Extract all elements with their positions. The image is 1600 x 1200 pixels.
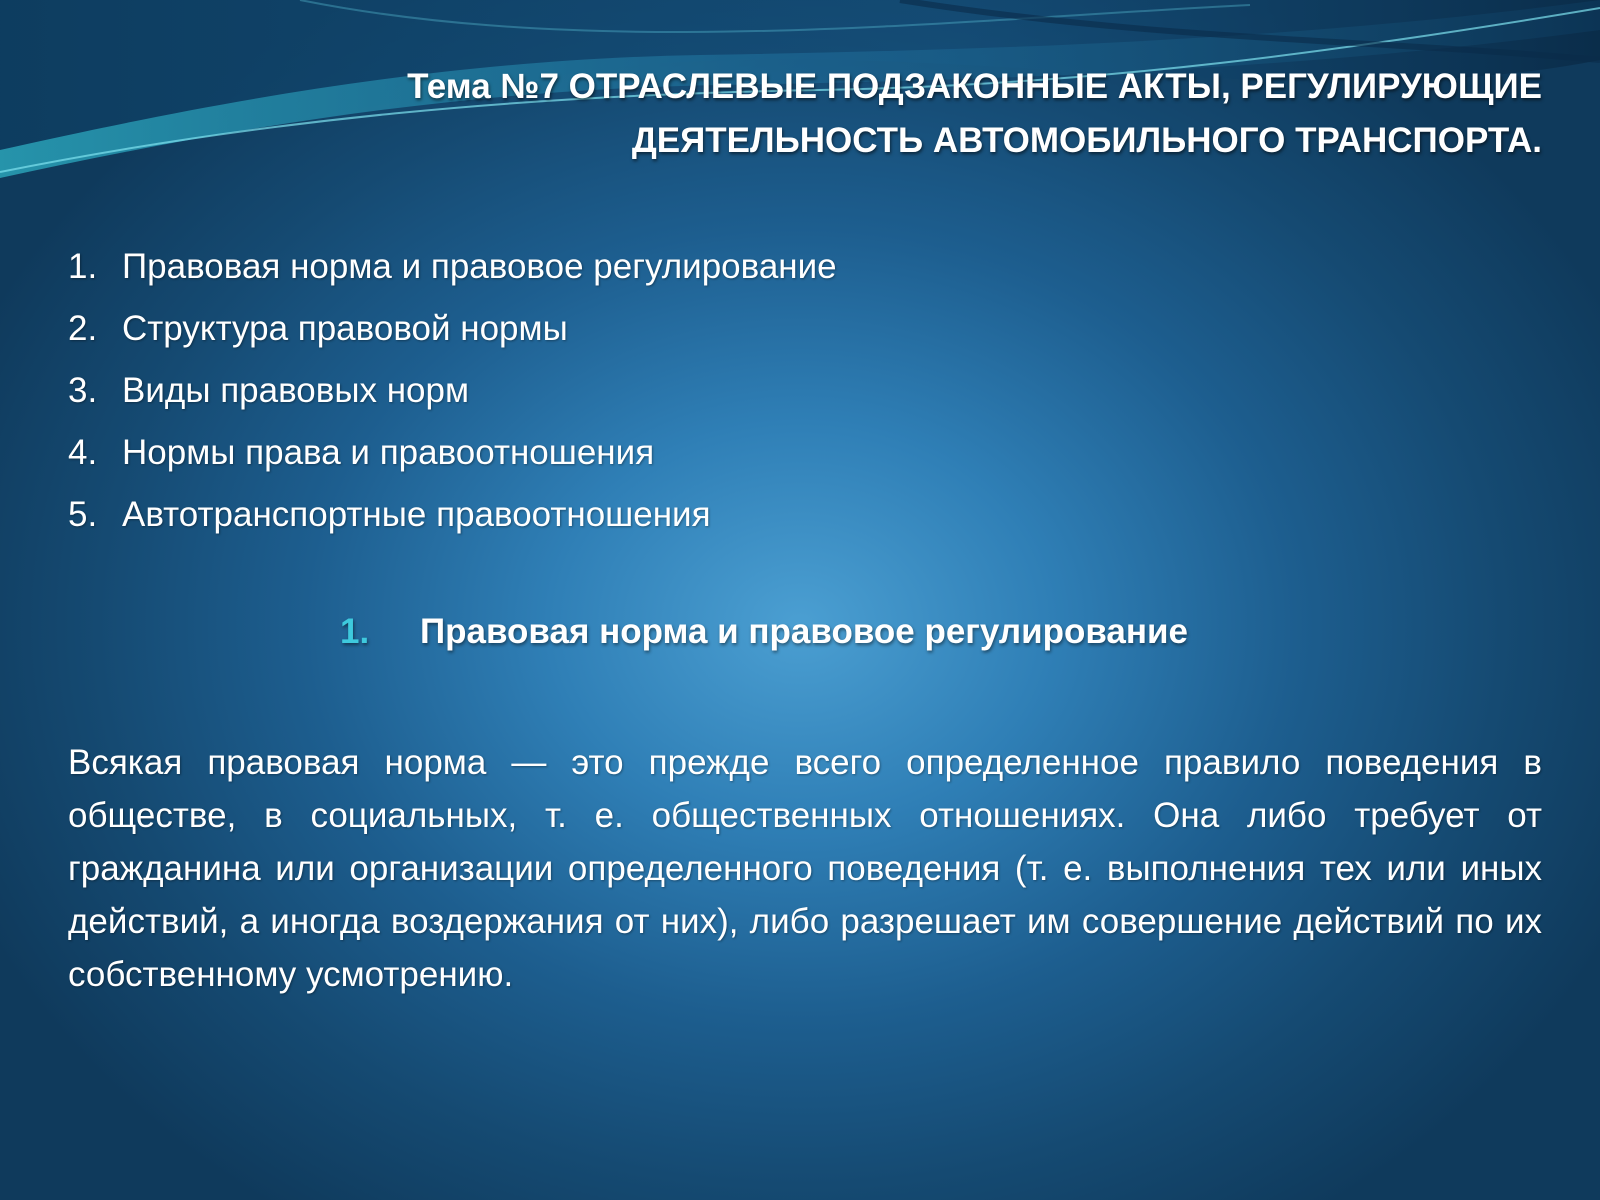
slide-title bbox=[192, 60, 1542, 168]
outline-item-number: 5. bbox=[68, 495, 98, 534]
outline-item bbox=[68, 422, 837, 484]
outline-item-number: 1. bbox=[68, 247, 98, 286]
outline-item bbox=[68, 484, 837, 546]
outline-item bbox=[68, 298, 837, 360]
section-number: 1. bbox=[340, 612, 370, 651]
outline-item-text: Правовая норма и правовое регулирование bbox=[122, 247, 837, 286]
outline-item-text: Структура правовой нормы bbox=[122, 309, 568, 348]
outline-item-text: Автотранспортные правоотношения bbox=[122, 495, 711, 534]
body-paragraph: Всякая правовая норма — это прежде всего определенное правило поведения в обществе, в социальных, т. е. общественных отношениях. Она либо требует от гражданина или организации определенного поведения (т. е. выполнения тех или иных действий, а иногда воздержания от них), либо разрешает им совершение действий по их собственному усмотрению. bbox=[68, 743, 1542, 994]
section-heading bbox=[340, 612, 1188, 652]
slide-title-line-2: ДЕЯТЕЛЬНОСТЬ АВТОМОБИЛЬНОГО ТРАНСПОРТА. bbox=[631, 121, 1542, 160]
outline-item-text: Виды правовых норм bbox=[122, 371, 470, 410]
outline-item bbox=[68, 360, 837, 422]
outline-item bbox=[68, 236, 837, 298]
section-heading-text: Правовая норма и правовое регулирование bbox=[420, 612, 1189, 651]
outline-item-text: Нормы права и правоотношения bbox=[122, 433, 655, 472]
slide-title-line-1: Тема №7 ОТРАСЛЕВЫЕ ПОДЗАКОННЫЕ АКТЫ, РЕГУЛИРУЮЩИЕ bbox=[407, 67, 1542, 106]
topic-outline-list bbox=[68, 236, 837, 546]
outline-item-number: 4. bbox=[68, 433, 98, 472]
outline-item-number: 2. bbox=[68, 309, 98, 348]
outline-item-number: 3. bbox=[68, 371, 98, 410]
